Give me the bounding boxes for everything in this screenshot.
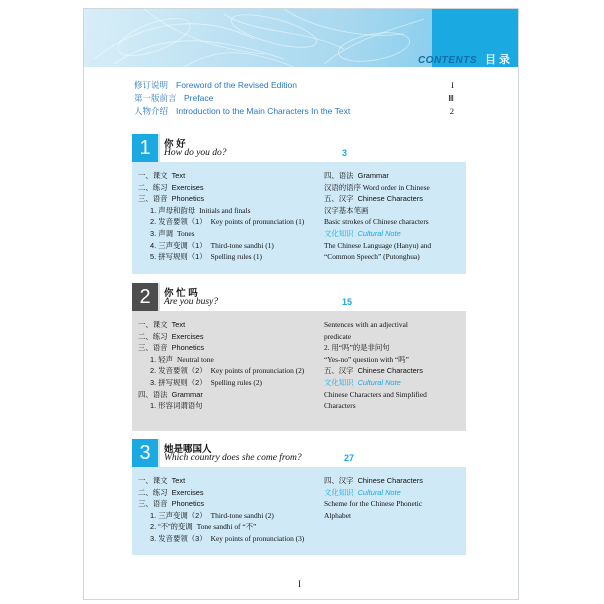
toc-item-cn: 二、练习 xyxy=(138,331,168,341)
toc-item[interactable] xyxy=(138,342,316,354)
toc-item[interactable] xyxy=(324,193,464,205)
toc-item-en: Grammar xyxy=(357,171,389,180)
toc-item[interactable] xyxy=(138,400,316,412)
toc-item[interactable] xyxy=(324,170,464,182)
toc-item[interactable] xyxy=(324,400,464,412)
toc-item[interactable] xyxy=(324,389,464,401)
toc-item-en: Chinese Characters xyxy=(357,476,423,485)
toc-item-text: 汉字基本笔画 xyxy=(324,205,369,215)
toc-item-en: Tones xyxy=(177,228,195,238)
toc-item-text: Characters xyxy=(324,401,356,411)
lesson-number: 1 xyxy=(132,134,158,162)
lesson-1-box[interactable] xyxy=(132,134,466,274)
entry-en: Foreword of the Revised Edition xyxy=(176,80,297,90)
page-number: I xyxy=(298,579,301,589)
entry-page: Ⅲ xyxy=(448,93,454,103)
entry-page: 2 xyxy=(449,106,454,116)
front-matter-entry[interactable] xyxy=(134,92,454,105)
toc-item-cn: 四、语法 xyxy=(324,171,354,180)
toc-item-en: Neutral tone xyxy=(177,354,214,364)
toc-item-en: Phonetics xyxy=(171,499,205,509)
toc-item-text: Chinese Characters and Simplified xyxy=(324,389,427,399)
toc-item-en: Initials and finals xyxy=(199,205,251,215)
toc-item[interactable] xyxy=(324,342,464,354)
toc-item-en: Key points of pronunciation (3) xyxy=(210,533,305,543)
toc-item-cn: 五、汉字 xyxy=(324,194,354,204)
toc-item-text: “Common Speech” (Putonghua) xyxy=(324,252,420,262)
toc-item[interactable] xyxy=(324,510,464,522)
toc-item-en: Exercises xyxy=(171,182,204,192)
toc-item-cn: 1. 三声变调（2） xyxy=(150,510,207,520)
toc-item-cn: 文化知识 xyxy=(324,377,354,387)
toc-item-cn: 2. “不”的变调 xyxy=(150,522,193,532)
lesson-title-bar xyxy=(160,134,466,162)
toc-item[interactable] xyxy=(138,331,316,343)
lesson-title-en: Which country does she come from? xyxy=(164,453,302,463)
lesson-title-en: How do you do? xyxy=(164,148,227,158)
toc-item-cn: 4. 三声变调（1） xyxy=(150,240,207,250)
toc-item[interactable] xyxy=(138,228,308,240)
toc-item[interactable] xyxy=(138,251,308,263)
toc-item-en: Text xyxy=(171,476,186,485)
toc-item-cn: 一、课文 xyxy=(138,476,168,485)
toc-item-cn: 三、语音 xyxy=(138,499,168,509)
toc-item-en: Spelling rules (1) xyxy=(210,252,262,262)
lesson-left-column xyxy=(138,475,316,545)
toc-item-cn: 文化知识 xyxy=(324,487,354,497)
toc-item[interactable] xyxy=(138,475,316,487)
entry-page: I xyxy=(451,80,454,90)
toc-item-en: Exercises xyxy=(171,331,204,341)
toc-item-cn: 五、汉字 xyxy=(324,366,354,376)
toc-item-cn: 二、练习 xyxy=(138,182,168,192)
toc-item-en: Cultural Note xyxy=(357,487,401,497)
toc-item-text: Alphabet xyxy=(324,510,352,520)
lesson-page: 3 xyxy=(342,148,348,158)
lesson-right-column xyxy=(324,475,464,521)
book-page xyxy=(83,8,519,600)
toc-item-en: Cultural Note xyxy=(357,228,401,238)
toc-item[interactable] xyxy=(138,170,308,182)
toc-item-cn: 一、课文 xyxy=(138,171,168,180)
toc-item-text: Basic strokes of Chinese characters xyxy=(324,217,429,227)
toc-item-cn: 5. 拼写规则（1） xyxy=(150,252,207,262)
toc-item-cn: 2. 发音要领（1） xyxy=(150,217,207,227)
toc-item-cn: 四、汉字 xyxy=(324,476,354,485)
lesson-right-column xyxy=(324,170,464,263)
toc-item-en: Phonetics xyxy=(171,194,205,204)
front-matter-list xyxy=(134,79,454,118)
toc-item[interactable] xyxy=(324,251,464,263)
lesson-3-box[interactable] xyxy=(132,439,466,555)
toc-item-cn: 2. 发音要领（2） xyxy=(150,366,207,376)
toc-item[interactable] xyxy=(138,354,316,366)
toc-item[interactable] xyxy=(138,216,308,228)
toc-item[interactable] xyxy=(138,487,316,499)
toc-item[interactable] xyxy=(138,319,316,331)
toc-item-text: “Yes-no” question with “吗” xyxy=(324,354,409,364)
contents-heading-en: CONTENTS xyxy=(417,55,477,66)
toc-item-en: Text xyxy=(171,171,186,180)
toc-item-text: Sentences with an adjectival xyxy=(324,320,408,329)
toc-item[interactable] xyxy=(138,498,316,510)
lesson-title-cn: 你 忙 吗 xyxy=(164,288,198,299)
toc-item-text: 2. 用“吗”的是非问句 xyxy=(324,343,390,353)
toc-item[interactable] xyxy=(138,365,316,377)
front-matter-entry[interactable] xyxy=(134,105,454,118)
toc-item-cn: 3. 发音要领（3） xyxy=(150,533,207,543)
toc-item-en: Third-tone sandhi (1) xyxy=(210,240,274,250)
toc-item-en: Key points of pronunciation (1) xyxy=(210,217,305,227)
toc-item[interactable] xyxy=(138,521,316,533)
contents-heading-cn: 目 录 xyxy=(484,54,510,66)
toc-item-en: Key points of pronunciation (2) xyxy=(210,366,305,376)
toc-item-en: Grammar xyxy=(171,389,203,399)
toc-item-cn: 三、语音 xyxy=(138,194,168,204)
toc-item[interactable] xyxy=(324,331,464,343)
toc-item[interactable] xyxy=(138,510,316,522)
toc-item[interactable] xyxy=(138,193,308,205)
lesson-number: 3 xyxy=(132,439,158,467)
entry-cn: 第一版前言 xyxy=(134,93,177,103)
toc-item[interactable] xyxy=(324,354,464,366)
toc-item-cn: 二、练习 xyxy=(138,487,168,497)
lesson-title-cn: 你 好 xyxy=(164,139,186,150)
toc-item-en: Text xyxy=(171,320,186,329)
entry-cn: 人物介绍 xyxy=(134,106,169,116)
toc-item[interactable] xyxy=(324,228,464,240)
toc-item[interactable] xyxy=(324,498,464,510)
toc-item-en: Tone sandhi of “不” xyxy=(196,522,257,532)
toc-item-en: Chinese Characters xyxy=(357,194,423,204)
toc-item-en: Exercises xyxy=(171,487,204,497)
lesson-title-bar xyxy=(160,439,466,467)
lesson-2-box[interactable] xyxy=(132,283,466,431)
toc-item-text: The Chinese Language (Hanyu) and xyxy=(324,240,432,250)
toc-item[interactable] xyxy=(138,533,316,545)
toc-item[interactable] xyxy=(138,377,316,389)
toc-item-text: Scheme for the Chinese Phonetic xyxy=(324,499,423,509)
entry-cn: 修订说明 xyxy=(134,80,169,90)
toc-item[interactable] xyxy=(324,377,464,389)
contents-heading xyxy=(418,51,510,67)
toc-item-cn: 文化知识 xyxy=(324,228,354,238)
toc-item-cn: 3. 拼写规则（2） xyxy=(150,377,207,387)
toc-item-cn: 三、语音 xyxy=(138,343,168,353)
lesson-number: 2 xyxy=(132,283,158,311)
lesson-left-column xyxy=(138,319,316,412)
toc-item-cn: 一、课文 xyxy=(138,320,168,329)
lesson-left-column xyxy=(138,170,308,263)
lesson-page: 15 xyxy=(342,297,353,307)
front-matter-entry[interactable] xyxy=(134,79,454,92)
toc-item-en: Phonetics xyxy=(171,343,205,353)
toc-item-text: predicate xyxy=(324,331,352,341)
lesson-title-cn: 她是哪国人 xyxy=(164,444,212,455)
toc-item-en: Third-tone sandhi (2) xyxy=(210,510,274,520)
lesson-page: 27 xyxy=(344,453,355,463)
toc-item[interactable] xyxy=(324,319,464,331)
toc-item-cn: 3. 声调 xyxy=(150,228,173,238)
toc-item[interactable] xyxy=(138,182,308,194)
toc-item[interactable] xyxy=(324,475,464,487)
entry-en: Preface xyxy=(184,93,214,103)
toc-item-en: Cultural Note xyxy=(357,377,401,387)
lesson-right-column xyxy=(324,319,464,412)
toc-item[interactable] xyxy=(324,182,464,194)
toc-item[interactable] xyxy=(324,205,464,217)
toc-item-cn: 1. 形容词谓语句 xyxy=(150,401,203,411)
header-banner xyxy=(84,9,519,67)
toc-item-cn: 四、语法 xyxy=(138,389,168,399)
toc-item-cn: 1. 轻声 xyxy=(150,354,173,364)
toc-item[interactable] xyxy=(324,240,464,252)
toc-item-en: Spelling rules (2) xyxy=(210,377,262,387)
entry-en: Introduction to the Main Characters In the Text xyxy=(176,106,351,116)
toc-item[interactable] xyxy=(138,240,308,252)
toc-item[interactable] xyxy=(138,389,316,401)
toc-item[interactable] xyxy=(324,216,464,228)
toc-item[interactable] xyxy=(324,365,464,377)
toc-item[interactable] xyxy=(324,487,464,499)
toc-item-text: 汉语的语序 Word order in Chinese xyxy=(324,182,430,192)
lesson-title-bar xyxy=(160,283,466,311)
toc-item-en: Chinese Characters xyxy=(357,366,423,376)
toc-item-cn: 1. 声母和韵母 xyxy=(150,205,196,215)
lesson-title-en: Are you busy? xyxy=(164,297,218,307)
toc-item[interactable] xyxy=(138,205,308,217)
